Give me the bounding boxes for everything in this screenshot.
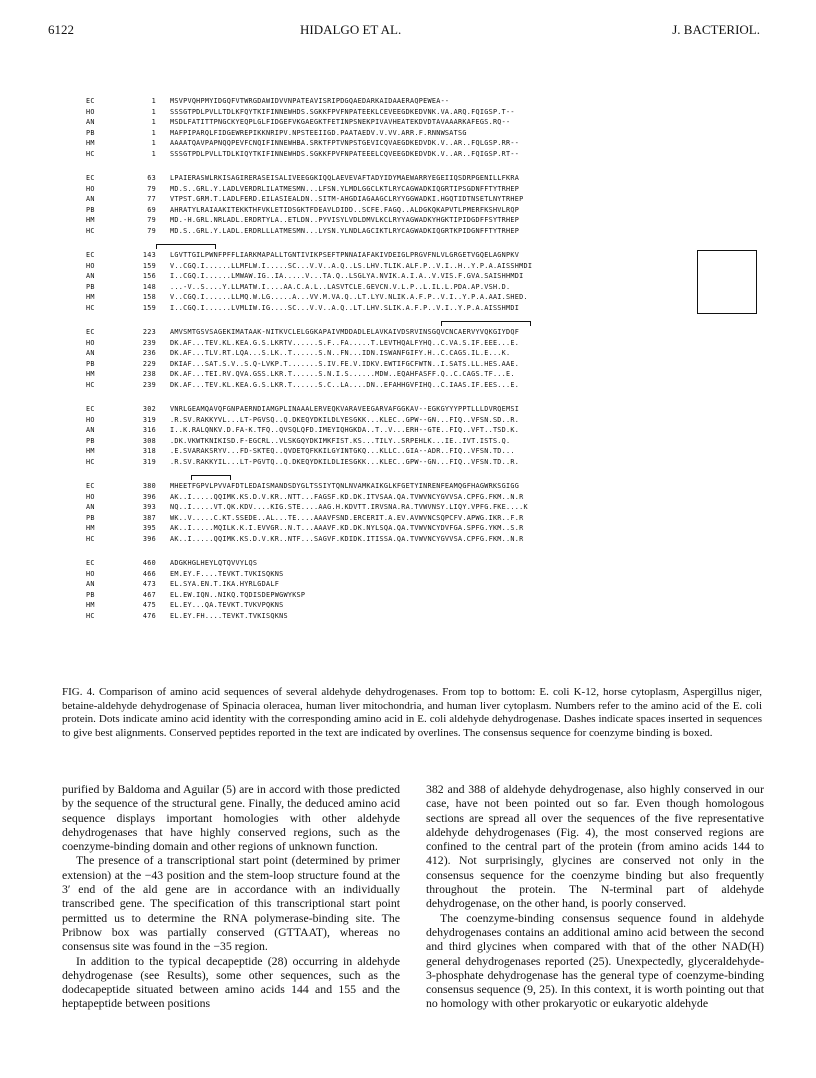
sequence: DK.AF...TLV.RT.LQA...S.LK..T......S.N..FN...IDN.ISWANFGIFY.H..C.CAGS.IL.E...K.	[170, 349, 511, 357]
alignment-block	[86, 404, 776, 467]
alignment-block	[86, 327, 776, 390]
residue-number: 319	[142, 415, 156, 424]
residue-number: 476	[142, 611, 156, 620]
sequence: DKIAF...SAT.S.V..S.Q-LVKP.T.......S.IV.FE.V.IDKV.EWTIFGCFWTN..I.SATS.LL.HES.AAE.	[170, 359, 520, 368]
species-label: EC	[86, 174, 95, 182]
species-label: HC	[86, 380, 95, 389]
species-label: HM	[86, 293, 95, 301]
alignment-row	[86, 271, 776, 282]
species-label: HO	[86, 569, 95, 578]
sequence: MSDLFATITTPNGCKYEQPLGLFIDGEFVKGAEGKTFETINPSNEKPIVAVHEATEKDVDTAVAAARKAFEGS.RQ--	[170, 118, 511, 126]
species-label: HO	[86, 415, 95, 424]
sequence: V..CGQ.I......LLMQ.W.LG.....A...VV.M.VA.Q..LT.LYV.NLIK.A.F.P..V.I..Y.P.A.AAI.SHED.	[170, 293, 528, 301]
alignment-row	[86, 138, 776, 149]
species-label: PB	[86, 513, 95, 522]
alignment-row	[86, 107, 776, 118]
sequence: DK.AF...TEV.KL.KEA.G.S.LKR.T......S.C..LA....DN..EFAHHGVFIHQ..C.IAAS.IF.EES...E.	[170, 380, 520, 389]
species-label: HM	[86, 447, 95, 455]
sequence: .R.SV.RAKKYVL...LT-PGVSQ..Q.DKEQYDKILDLYESGKK...KLEC..GPW--GN...FIQ..VFSN.SD..R.	[170, 415, 520, 424]
residue-number: 238	[142, 370, 156, 378]
sequence: .R.SV.RAKKYIL...LT-PGVTQ..Q.DKEQYDKILDLIESGKK...KLEC..GPW--GN...FIQ..VFSN.TD..R.	[170, 457, 520, 466]
sequence: WK..V.....C.KT.SSEDE..AL...TE....AAAVFSND.ERCERIT.A.EV.AVWVNCSQPCFV.APWG.IKR..F.R	[170, 513, 524, 522]
sequence: MSVPVQHPMYIDGQFVTWRGDAWIDVVNPATEAVISRIPDGQAEDARKAIDAAERAQPEWEA--	[170, 97, 450, 105]
alignment-row	[86, 250, 776, 261]
species-label: PB	[86, 359, 95, 368]
alignment-row	[86, 128, 776, 139]
species-label: EC	[86, 405, 95, 413]
alignment-block	[86, 96, 776, 159]
residue-number: 229	[142, 359, 156, 368]
alignment-row	[86, 261, 776, 272]
species-label: PB	[86, 282, 95, 291]
conserved-overline	[441, 321, 531, 322]
alignment-row	[86, 579, 776, 590]
residue-number: 380	[142, 482, 156, 490]
sequence: AK..I.....QQIMK.KS.D.V.KR..NTT...FAGSF.KD.DK.ITVSAA.QA.TVWVNCYGVVSA.CPFG.FKM..N.R	[170, 492, 524, 501]
residue-number: 396	[142, 492, 156, 501]
running-authors: HIDALGO ET AL.	[300, 22, 402, 37]
alignment-row	[86, 338, 776, 349]
alignment-row	[86, 569, 776, 580]
residue-number: 77	[147, 195, 156, 203]
alignment-row	[86, 282, 776, 293]
alignment-row	[86, 600, 776, 611]
paragraph: purified by Baldoma and Aguilar (5) are in accord with those predicted by the sequence of the structural gene. Finally, the deduced amino acid sequence displays important homologies with other aldehyde dehydrogenases that have highly conserved regions, such as the coenzyme-binding domain and other regions of unknown function.	[62, 782, 400, 854]
alignment-row	[86, 492, 776, 503]
alignment-row	[86, 380, 776, 391]
residue-number: 143	[142, 251, 156, 259]
residue-number: 148	[142, 282, 156, 291]
residue-number: 79	[147, 216, 156, 224]
species-label: PB	[86, 436, 95, 445]
sequence: LPAIERASWLRKISAGIRERASEISALIVEEGGKIQQLAEVEVAFTADYIDYMAEWARRYEGEIIQSDRPGENILLFKRA	[170, 174, 520, 182]
sequence: AK..I.....QQIMK.KS.D.V.KR..NTF...SAGVF.KDIDK.ITISSA.QA.TVWVNCYGVVSA.CPFG.FKM..N.R	[170, 534, 524, 543]
alignment-row	[86, 481, 776, 492]
alignment-row	[86, 194, 776, 205]
residue-number: 1	[151, 97, 156, 105]
residue-number: 239	[142, 338, 156, 347]
sequence: ...-V..S....Y.LLMATW.I....AA.C.A.L..LASVTCLE.GEVCN.V.L.P..L.IL.L.PDA.AP.VSH.D.	[170, 282, 511, 291]
species-label: EC	[86, 328, 95, 336]
alignment-block	[86, 481, 776, 544]
sequence: AHRATYLRAIAAKITEKKTHFVKLETIDSGKTFDEAVLDIDD..SCFE.FAGQ..ALDGKQKAPVTLPMERFKSHVLRQP	[170, 205, 520, 214]
species-label: EC	[86, 559, 95, 567]
alignment-row	[86, 369, 776, 380]
alignment-row	[86, 348, 776, 359]
body-column-right	[426, 782, 764, 1011]
alignment-row	[86, 415, 776, 426]
alignment-row	[86, 117, 776, 128]
species-label: HM	[86, 601, 95, 609]
species-label: HM	[86, 139, 95, 147]
sequence: AAAATQAVPAPNQQPEVFCNQIFINNEWHBA.SRKTFPTVNPSTGEVICQVAEGDKEDVDK.V..AR..FQLGSP.RR--	[170, 139, 520, 147]
species-label: HO	[86, 184, 95, 193]
species-label: HC	[86, 226, 95, 235]
sequence: EM.EY.F....TEVKT.TVKISQKNS	[170, 569, 284, 578]
sequence: EL.EY...QA.TEVKT.TVKVPQKNS	[170, 601, 284, 609]
alignment-row	[86, 404, 776, 415]
species-label: AN	[86, 503, 95, 511]
alignment-row	[86, 457, 776, 468]
alignment-row	[86, 436, 776, 447]
paragraph: In addition to the typical decapeptide (28) occurring in aldehyde dehydrogenase (see Results), some other sequences, such as the dodecapeptide situated between amino acids 144 and 155 and the heptapeptide between positions	[62, 953, 400, 1011]
residue-number: 319	[142, 457, 156, 466]
paragraph: The presence of a transcriptional start point (determined by primer extension) at the −43 position and the stem-loop structure found at the 3′ end of the ald gene are in accordance with an individually transcribed gene. The specification of this transcriptional start point permitted us to determine the RNA polymerase-binding site. The Pribnow box was partially conserved (GTTAAT), whereas no consensus site was found in the −35 region.	[62, 853, 400, 954]
sequence: MHEETFGPVLPVVAFDTLEDAISMANDSDYGLTSSIYTQNLNVAMKAIKGLKFGETYINRENFEAMQGFHAGWRKSGIGG	[170, 482, 520, 490]
journal-name: J. BACTERIOL.	[672, 22, 760, 37]
residue-number: 466	[142, 569, 156, 578]
sequence: I..K.RALQNKV.D.FA-K.TFQ..QVSQLQFD.IMEYIQHGKDA..T..V...ERH--GTE..FIQ..VFT..TSD.K.	[170, 426, 520, 434]
residue-number: 159	[142, 303, 156, 312]
alignment-row	[86, 173, 776, 184]
species-label: PB	[86, 205, 95, 214]
residue-number: 302	[142, 405, 156, 413]
sequence: SSSGTPDLPVLLTDLKFQYTKIFINNEWHDS.SGKKFPVFNPATEEKLCEVEEGDKEDVNK.VA.ARQ.FQIGSP.T--	[170, 107, 515, 116]
sequence: VTPST.GRM.T.LADLFERD.EILASIEALDN..SITM-AHGDIAGAAGCLRYYGGWADKI.HGQTIDTNSETLNYTRHEP	[170, 195, 524, 203]
alignment-row	[86, 611, 776, 622]
sequence: MD.S..GRL.Y.LADL.ERDRLLLATMESMN...LYSN.YLNDLAGCIKTLRYCAGWADKIQGRTKPIDGNFFTYTRHEP	[170, 226, 520, 235]
conserved-overline	[191, 475, 231, 476]
conserved-overline	[156, 244, 216, 245]
body-column-left	[62, 782, 400, 1011]
species-label: AN	[86, 118, 95, 126]
alignment-row	[86, 184, 776, 195]
sequence: ADGKHGLHEYLQTQVVYLQS	[170, 559, 258, 567]
alignment-row	[86, 96, 776, 107]
species-label: HC	[86, 457, 95, 466]
residue-number: 318	[142, 447, 156, 455]
alignment-row	[86, 149, 776, 160]
species-label: HO	[86, 107, 95, 116]
residue-number: 395	[142, 524, 156, 532]
sequence: MD.S..GRL.Y.LADLVERDRLILATMESMN...LFSN.YLMDLGGCLKTLRYCAGWADKIQGRTIPSGDNFFTYTRHEP	[170, 184, 520, 193]
alignment-row	[86, 226, 776, 237]
residue-number: 1	[151, 149, 156, 158]
residue-number: 1	[151, 139, 156, 147]
residue-number: 316	[142, 426, 156, 434]
species-label: HC	[86, 611, 95, 620]
alignment-block	[86, 250, 776, 313]
species-label: HO	[86, 492, 95, 501]
species-label: HM	[86, 524, 95, 532]
species-label: EC	[86, 482, 95, 490]
species-label: HM	[86, 370, 95, 378]
sequence: EL.EW.IQN..NIKQ.TQDISDEPWGWYKSP	[170, 590, 306, 599]
residue-number: 223	[142, 328, 156, 336]
sequence: MD.-H.GRL.NRLADL.ERDRTYLA..ETLDN..PYVISYLVDLDMVLKCLRYYAGWADKYHGKTIPIDGDFFSYTRHEP	[170, 216, 520, 224]
paragraph: 382 and 388 of aldehyde dehydrogenase, also highly conserved in our case, have not been pointed out so far. Even though homologous sections are spread all over the sequences of the five representative aldehyde dehydrogenases (Fig. 4), the most conserved regions are confined to the central part of the protein (from amino acids 144 to 412). Not surprisingly, glycines are conserved not only in the consensus sequence for the coenzyme binding but also frequently throughout the protein. The N-terminal part of aldehyde dehydrogenase, on the other hand, is poorly conserved.	[426, 782, 764, 911]
species-label: AN	[86, 349, 95, 357]
residue-number: 393	[142, 503, 156, 511]
residue-number: 239	[142, 380, 156, 389]
sequence: EL.SYA.EN.T.IKA.HYRLGDALF	[170, 580, 280, 588]
alignment-row	[86, 558, 776, 569]
residue-number: 475	[142, 601, 156, 609]
residue-number: 236	[142, 349, 156, 357]
residue-number: 460	[142, 559, 156, 567]
residue-number: 79	[147, 184, 156, 193]
species-label: AN	[86, 272, 95, 280]
species-label: HO	[86, 338, 95, 347]
species-label: AN	[86, 580, 95, 588]
sequence: LGVTTGILPWNFPFFLIARKMAPALLTGNTIVIKPSEFTPNNAIAFAKIVDEIGLPRGVFNLVLGRGETVGQELAGNPKV	[170, 251, 520, 259]
alignment-row	[86, 303, 776, 314]
sequence: DK.AF...TEI.RV.QVA.GSS.LKR.T......S.N.I.S......MDW..EQAHFASFF.Q..C.CAGS.TF...E.	[170, 370, 515, 378]
sequence: DK.AF...TEV.KL.KEA.G.S.LKRTV......S.F..FA.....T.LEVTHQALFYHQ..C.VA.S.IF.EEE...E.	[170, 338, 520, 347]
alignment-block	[86, 173, 776, 236]
page-number: 6122	[48, 22, 74, 37]
figure-caption: FIG. 4. Comparison of amino acid sequences of several aldehyde dehydrogenases. From top to bottom: E. coli K-12, horse cytoplasm, Aspergillus niger, betaine-aldehyde dehydrogenase of Spinacia oleracea, human liver mitochondria, and human liver cytoplasm. Numbers refer to the amino acid of the E. coli protein. Dots indicate amino acid identity with the corresponding amino acid in E. coli aldehyde dehydrogenase. Dashes indicate spaces inserted in sequences to give best alignments. Conserved peptides reported in the text are indicated by overlines. The consensus sequence for coenzyme binding is boxed.	[62, 686, 762, 739]
sequence: EL.EY.FH....TEVKT.TVKISQKNS	[170, 611, 288, 620]
alignment-row	[86, 523, 776, 534]
species-label: AN	[86, 426, 95, 434]
sequence: SSSGTPDLPVLLTDLKIQYTKIFINNEWHDS.SGKKFPVFNPATEEELCQVEEGDKEDVDK.V..AR..FQIGSP.RT--	[170, 149, 520, 158]
sequence: V..CGQ.I......LLMFLW.I.....SC...V.V..A.Q..LS.LHV.TLIK.ALF.P..V.I..H..Y.P.A.AISSHMDI	[170, 261, 533, 270]
species-label: PB	[86, 128, 95, 137]
sequence: NQ..I.....VT.QK.KDV....KIG.STE....AAG.H.KDVTT.IRVSNA.RA.TVWVNSY.LIQY.VPFG.FKE....K	[170, 503, 528, 511]
alignment-row	[86, 446, 776, 457]
residue-number: 387	[142, 513, 156, 522]
alignment-row	[86, 425, 776, 436]
sequence-alignment	[86, 96, 776, 635]
residue-number: 79	[147, 226, 156, 235]
alignment-row	[86, 215, 776, 226]
sequence: .DK.VKWTKNIKISD.F-EGCRL..VLSKGQYDKIMKFIST.KS...TILY..SRPEHLK...IE..IVT.ISTS.Q.	[170, 436, 511, 445]
residue-number: 1	[151, 118, 156, 126]
residue-number: 1	[151, 107, 156, 116]
sequence: I..CGQ.I......LMWAW.IG..IA.....V...TA.Q..LSGLYA.NVIK.A.I.A..V.VIS.F.GVA.SAISHHMDI	[170, 272, 524, 280]
residue-number: 69	[147, 205, 156, 214]
residue-number: 308	[142, 436, 156, 445]
species-label: EC	[86, 251, 95, 259]
alignment-row	[86, 359, 776, 370]
residue-number: 467	[142, 590, 156, 599]
residue-number: 396	[142, 534, 156, 543]
sequence: .E.SVARAKSRYV...FD-SKTEQ..QVDETQFKKILGYINTGKQ...KLLC..GIA--ADR..FIQ..VFSN.TD...	[170, 447, 515, 455]
paragraph: The coenzyme-binding consensus sequence found in aldehyde dehydrogenases contains an additional amino acid between the second and third glycines when compared with that of the other NAD(H) general dehydrogenases reported (25). Unexpectedly, glyceraldehyde-3-phosphate dehydrogenase has the general type of coenzyme-binding consensus sequence (9, 25). In this context, it is worth pointing out that no homology with other prokaryotic or eukaryotic aldehyde	[426, 910, 764, 1011]
alignment-row	[86, 292, 776, 303]
residue-number: 473	[142, 580, 156, 588]
species-label: AN	[86, 195, 95, 203]
sequence: MAFPIPARQLFIDGEWREPIKKNRIPV.NPSTEEIIGD.PAATAEDV.V.VV.ARR.F.RNNWSATSG	[170, 128, 467, 137]
species-label: HC	[86, 303, 95, 312]
species-label: HC	[86, 149, 95, 158]
species-label: HM	[86, 216, 95, 224]
sequence: I..CGQ.I......LVMLIW.IG....SC...V.V..A.Q..LT.LHV.SLIK.A.F.P..V.I..Y.P.A.AISSHMDI	[170, 303, 520, 312]
alignment-row	[86, 590, 776, 601]
sequence: AK..I.....MQILK.K.I.EVVGR..N.T...AAAVF.KD.DK.NYLSQA.QA.TVWVNCYDVFGA.SPFG.YKM..S.R	[170, 524, 524, 532]
species-label: PB	[86, 590, 95, 599]
alignment-row	[86, 205, 776, 216]
residue-number: 158	[142, 293, 156, 301]
alignment-row	[86, 327, 776, 338]
alignment-block	[86, 558, 776, 621]
alignment-row	[86, 534, 776, 545]
alignment-row	[86, 502, 776, 513]
residue-number: 159	[142, 261, 156, 270]
species-label: HO	[86, 261, 95, 270]
species-label: EC	[86, 97, 95, 105]
consensus-box	[697, 250, 757, 314]
residue-number: 156	[142, 272, 156, 280]
sequence: AMVSMTGSVSAGEKIMATAAK-NITKVCLELGGKAPAIVMDDADLELAVKAIVDSRVINSGQVCNCAERVYVQKGIYDQF	[170, 328, 520, 336]
residue-number: 1	[151, 128, 156, 137]
sequence: VNRLGEAMQAVQFGNPAERNDIAMGPLINAAALERVEQKVARAVEEGARVAFGGKAV--EGKGYYYPPTLLLDVRQEMSI	[170, 405, 520, 413]
residue-number: 63	[147, 174, 156, 182]
alignment-row	[86, 513, 776, 524]
species-label: HC	[86, 534, 95, 543]
